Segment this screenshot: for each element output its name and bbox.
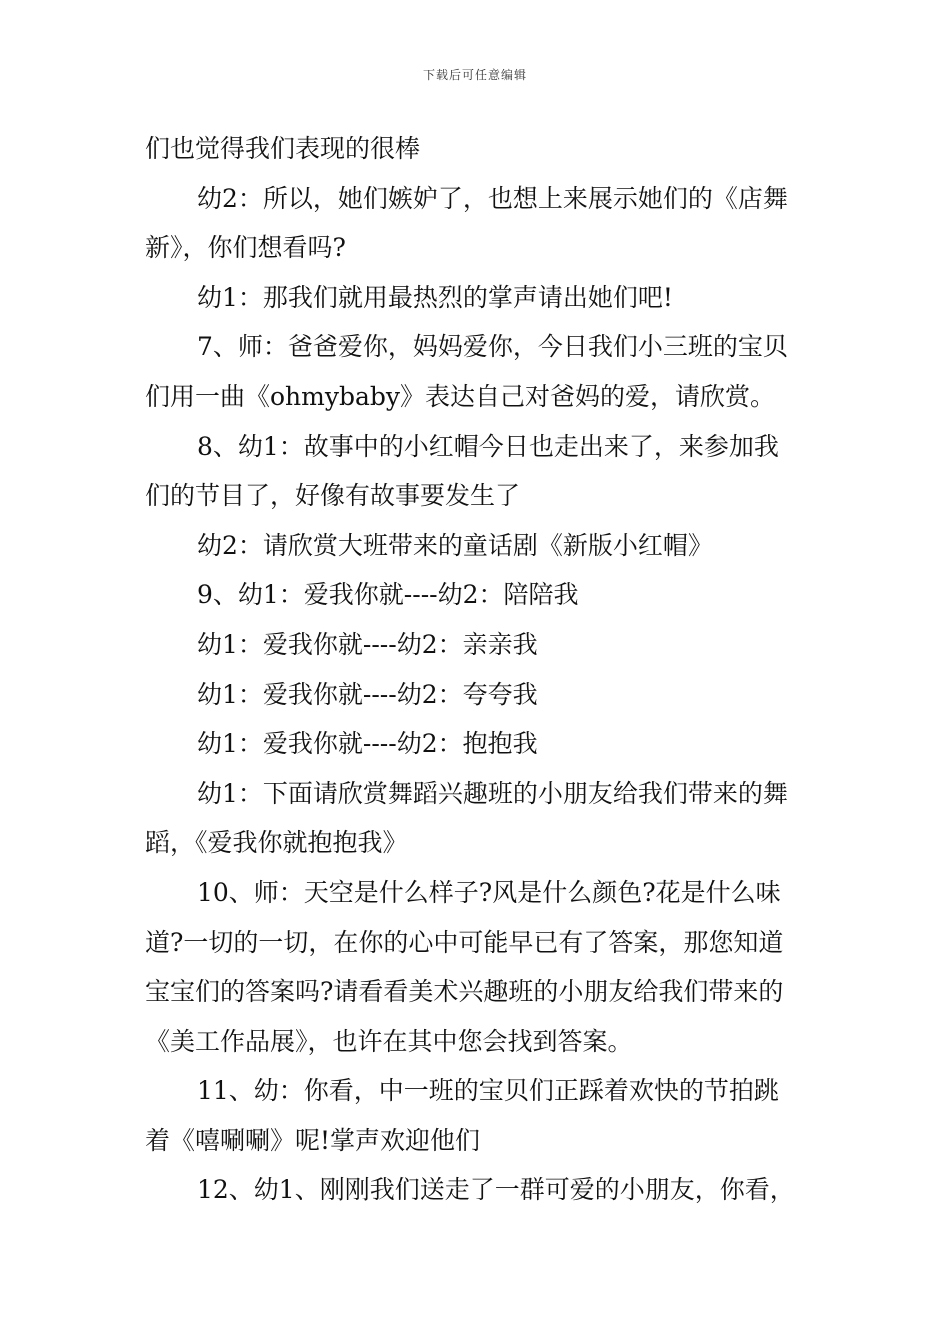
text-line: 幼2：请欣赏大班带来的童话剧《新版小红帽》: [197, 530, 713, 560]
text-line: 幼1：爱我你就----幼2：夸夸我: [197, 679, 538, 709]
text-line: 11、幼：你看，中一班的宝贝们正踩着欢快的节拍跳: [197, 1076, 779, 1106]
text-line: 们用一曲《ohmybaby》表达自己对爸妈的爱，请欣赏。: [145, 381, 776, 411]
text-line: 幼1：那我们就用最热烈的掌声请出她们吧!: [197, 282, 673, 312]
text-line: 9、幼1：爱我你就----幼2：陪陪我: [197, 580, 579, 610]
text-line: 《美工作品展》，也许在其中您会找到答案。: [145, 1026, 633, 1056]
text-line: 宝宝们的答案吗?请看看美术兴趣班的小朋友给我们带来的: [145, 977, 784, 1007]
text-line: 幼1：爱我你就----幼2：抱抱我: [197, 729, 538, 759]
text-line: 12、幼1、刚刚我们送走了一群可爱的小朋友，你看，: [197, 1175, 795, 1205]
text-line: 8、幼1：故事中的小红帽今日也走出来了，来参加我: [197, 431, 779, 461]
page-header: 下载后可任意编辑: [422, 68, 527, 82]
text-line: 们的节目了，好像有故事要发生了: [145, 481, 521, 511]
text-line: 着《嘻唰唰》呢!掌声欢迎他们: [145, 1125, 481, 1155]
text-line: 幼1：下面请欣赏舞蹈兴趣班的小朋友给我们带来的舞: [197, 778, 788, 808]
document-body: [145, 124, 807, 1215]
text-line: 蹈，《爱我你就抱抱我》: [145, 828, 408, 858]
text-line: 新》，你们想看吗?: [145, 233, 346, 263]
text-line: 7、师：爸爸爱你，妈妈爱你，今日我们小三班的宝贝: [197, 332, 788, 362]
text-line: 们也觉得我们表现的很棒: [145, 134, 421, 163]
text-line: 幼1：爱我你就----幼2：亲亲我: [197, 629, 538, 659]
text-line: 道?一切的一切，在你的心中可能早已有了答案，那您知道: [145, 927, 784, 957]
text-line: 幼2：所以，她们嫉妒了，也想上来展示她们的《店舞: [197, 183, 788, 213]
text-line: 10、师：天空是什么样子?风是什么颜色?花是什么味: [197, 877, 781, 907]
